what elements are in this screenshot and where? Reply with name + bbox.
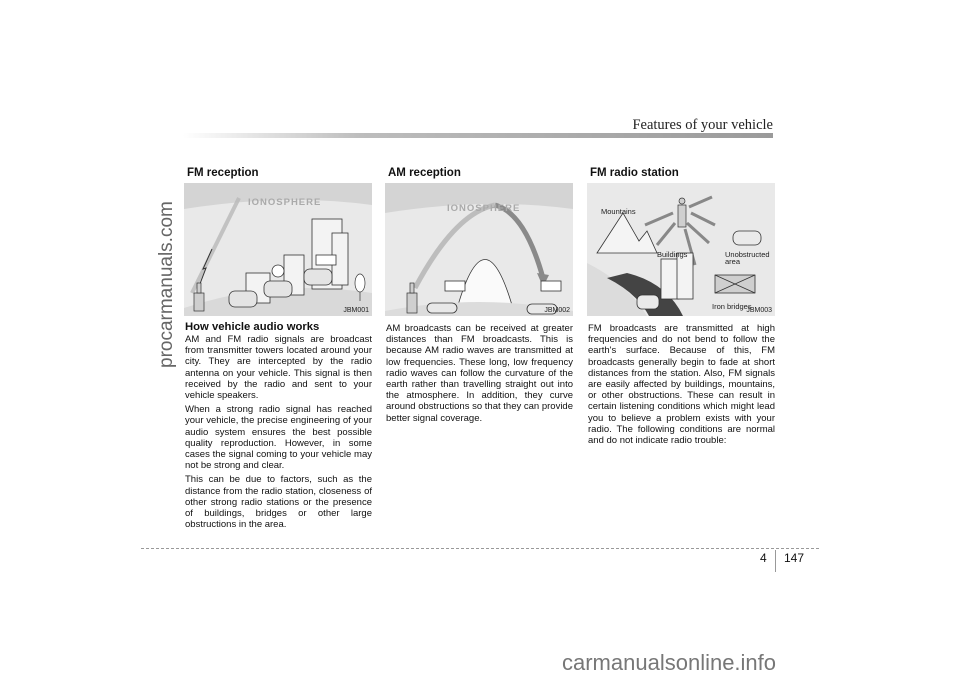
paragraph: AM and FM radio signals are broadcast from transmitter towers located around your city. They are intercepted by the radio antenna on your vehicle. This signal is then received by the radio and sent to your vehicle speakers. — [185, 334, 372, 402]
section-header-title: Features of your vehicle — [632, 117, 773, 133]
mountain-icon — [597, 213, 657, 253]
column-right — [587, 167, 775, 449]
ionosphere-label: IONOSPHERE — [248, 197, 322, 208]
buildings-icon — [661, 253, 693, 299]
unobstructed-area-label: Unobstructed area — [725, 250, 770, 266]
car-icon — [637, 231, 761, 309]
chapter-number: 4 — [760, 551, 767, 565]
buildings-label: Buildings — [657, 250, 688, 259]
bottom-watermark: carmanualsonline.info — [562, 650, 777, 675]
column-left — [184, 167, 372, 533]
figure-code: JBM001 — [343, 307, 369, 314]
paragraph: This can be due to factors, such as the distance from the radio station, closeness of other strong radio stations or the presence of buildings, bridges or other large obstructions in the area. — [185, 474, 372, 531]
iron-bridge-icon — [715, 275, 755, 293]
iron-bridges-label: Iron bridges — [712, 302, 752, 311]
header-rule — [183, 133, 773, 138]
side-watermark — [140, 200, 177, 400]
side-watermark-text: procarmanuals.com — [156, 201, 177, 368]
page-number-value: 147 — [784, 551, 805, 565]
paragraph: When a strong radio signal has reached your vehicle, the precise engineering of your audio system ensures the best possible quality reproduction. However, in some cases the signal coming to your vehicle may not be strong and clear. — [185, 404, 372, 472]
column-middle — [385, 167, 573, 427]
page-number-separator — [775, 550, 776, 572]
paragraph: AM broadcasts can be received at greater distances than FM broadcasts. This is because AM radio waves are transmitted at low frequencies. These long, low frequency radio waves can follow the curvature of the earth rather than travelling straight out into the atmosphere. In addition, they curve around obstructions so that they can provide better signal coverage. — [386, 323, 573, 424]
figure-fm-radio-station — [587, 183, 775, 316]
section-title-how-audio-works: How vehicle audio works — [185, 321, 320, 333]
figure-code: JBM002 — [544, 307, 570, 314]
figure-title-am-reception: AM reception — [388, 167, 461, 179]
transmitter-tower-icon — [678, 198, 686, 227]
paragraph: FM broadcasts are transmitted at high frequencies and do not bend to follow the earth's surface. Because of this, FM broadcasts generally begin to fade at short distances from the station. Also, FM signals are easily affected by buildings, mountains, or other obstructions. These can result in certain listening conditions which might lead you to believe a problem exists with your radio. The following conditions are normal and do not indicate radio trouble: — [588, 323, 775, 447]
mountains-label: Mountains — [601, 207, 636, 216]
figure-code: JBM003 — [746, 307, 772, 314]
ionosphere-label: IONOSPHERE — [447, 203, 521, 214]
figure-title-fm-reception: FM reception — [187, 167, 259, 179]
footer-rule — [141, 548, 819, 549]
figure-title-fm-radio-station: FM radio station — [590, 167, 679, 179]
figure-fm-reception — [184, 183, 372, 316]
figure-am-reception — [385, 183, 573, 316]
